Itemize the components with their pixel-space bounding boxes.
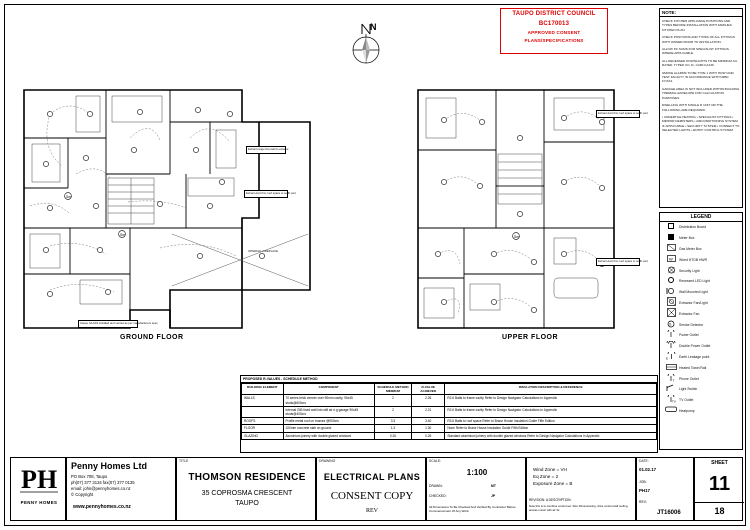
cell-element: GLAZING	[242, 432, 284, 439]
rev-note-text: Note this is to combine control set. Size Dimensioning, drive control wall roofing, access mesin with air 3c.	[529, 504, 629, 512]
legend-label: TV Outlet	[679, 398, 694, 403]
titleblock-scale-cell	[426, 457, 526, 521]
stamp-line-3: APPROVED CONSENT	[527, 30, 581, 35]
legend-item	[660, 298, 742, 309]
callout-extract-duct-upper-1: Extract duct thru roof space to soffit vent	[596, 110, 640, 118]
cell-component: Internal GIB lined wall into still air e.g garage 90x45 studs@400crs	[283, 406, 374, 417]
svg-text:H: H	[37, 465, 58, 494]
col-building-element: BUILDING ELEMENT	[242, 384, 284, 395]
note-paragraph: SMOKE ALARMS TO BE TYPE 1 WITH HUSH AND TEST FACILITY IN ACCORDANCE WITH NZBC F7/AS1.	[662, 70, 734, 84]
r-values-grid	[241, 376, 657, 440]
earth-leakage-icon	[663, 352, 679, 362]
callout-glass-install: Cause GLASS installed and vented as per manufacturers spec	[78, 320, 138, 328]
legend-label: Light Switch	[679, 387, 698, 392]
notes-panel	[659, 8, 743, 208]
legend-item	[660, 384, 742, 395]
table-row	[242, 432, 657, 439]
ground-floor-plan	[10, 78, 340, 348]
smoke-detector-icon	[663, 320, 679, 330]
meter-box-icon	[663, 234, 679, 242]
wired-hwc-icon	[663, 255, 679, 264]
note-paragraph: DWELLING WITH SINGLE R UNIT OR THE FOLLOWING ARE REQUIRED:	[662, 103, 723, 112]
project-address-line1: 35 COPROSMA CRESCENT	[201, 490, 293, 497]
svg-text:W: W	[668, 256, 673, 262]
heated-towel-rail-icon	[663, 363, 679, 373]
legend-item	[660, 233, 742, 244]
project-address-line2: TAUPO	[235, 500, 259, 507]
legend-label: Smoke Detector	[679, 322, 704, 327]
drawing-name: ELECTRICAL PLANS	[323, 472, 421, 482]
callout-extract-duct-upper-2: Extract duct thru roof space to soffit vent	[596, 258, 640, 266]
job-value: PH17	[639, 488, 650, 493]
logo-name: PENNY HOMES	[20, 500, 58, 505]
col-r-achieved: R-VALUE ACHIEVED	[412, 384, 445, 395]
cell-component: Profile metal roof on trusses @900crs	[283, 418, 374, 425]
legend-title: LEGEND	[660, 213, 742, 222]
notes-body	[660, 17, 742, 138]
rev-note-label: REVISION: A DESCRIPTION:	[529, 498, 572, 502]
legend-item	[660, 406, 742, 417]
cell-component: Aluminium joinery with double glazed windows	[283, 432, 374, 439]
legend-label: Wall Mounted Light	[679, 290, 708, 295]
company-address: PO Box 708, Taupo	[71, 474, 108, 479]
titleblock-company-cell	[66, 457, 176, 521]
col-schedule-min: SCHEDULE METHOD MINIMUM	[374, 384, 411, 395]
company-url[interactable]: www.pennyhomes.co.nz	[73, 504, 131, 510]
callout-extract-range: Extract range fins wall to exterior	[246, 146, 286, 154]
north-compass	[340, 20, 396, 76]
stamp-line-1: TAUPO DISTRICT COUNCIL	[512, 11, 596, 17]
legend-label: Heated Towel Rail	[679, 365, 707, 370]
svg-text:Sm: Sm	[514, 235, 520, 239]
legend-label: Security Light	[679, 268, 700, 273]
r-values-caption: PROPOSED R-VALUES - SCHEDULE METHOD	[241, 376, 657, 383]
project-name: THOMSON RESIDENCE	[188, 472, 306, 483]
table-row	[242, 418, 657, 425]
legend-label: Earth Leakage point	[679, 354, 710, 359]
double-power-outlet-icon	[663, 341, 679, 351]
job-label: JOB:	[639, 480, 647, 484]
note-paragraph: CHECK POSITIONS AND TYPES OF ALL FITTINGS WITH OWNER PRIOR TO INSTALLATION.	[662, 35, 735, 44]
cell-min: 0.26	[374, 432, 411, 439]
col-component: COMPONENT	[283, 384, 374, 395]
table-header-row	[242, 384, 657, 395]
legend-label: Meter Box	[679, 236, 695, 241]
table-row	[242, 406, 657, 417]
tv-outlet-icon	[663, 395, 679, 405]
cell-component: 100mm concrete slab on ground	[283, 425, 374, 432]
legend-item	[660, 254, 742, 265]
legend-item	[660, 222, 742, 233]
drawn-value: MT	[491, 484, 496, 488]
sheet-total: 18	[714, 506, 725, 516]
svg-text:E: E	[665, 356, 668, 360]
note-paragraph: GARAGE AREA IS NOT INCLUDED WITHIN BUILDING THERMAL ENVELOPE FOR CALCULATION PURPOSES.	[662, 86, 740, 100]
cell-achieved: 3.40	[412, 418, 445, 425]
drawing-label: DRAWING	[319, 459, 336, 463]
cell-desc: R2.6 Batts to frame cavity Refer to Design Navigator Calculations in Appendix	[445, 406, 657, 417]
date-label: DATE:	[639, 459, 649, 463]
checked-value: JP	[491, 494, 496, 498]
cell-desc: R3.6 Batts to roof space Refer to Branz House Insulation Guide Fifth Edition	[445, 418, 657, 425]
legend-label: Heatpump	[679, 408, 695, 413]
legend-item	[660, 287, 742, 298]
legend-item	[660, 265, 742, 276]
wall-mounted-light-icon	[663, 287, 679, 297]
company-name: Penny Homes Ltd	[71, 461, 148, 471]
legend-label: Distribution Board	[679, 225, 706, 230]
date-value: 01.02.17	[639, 467, 657, 472]
titleblock-zone-cell	[526, 457, 636, 521]
legend-label: Extractor Fan/Light	[679, 300, 708, 305]
legend-label: Double Power Outlet	[679, 344, 711, 349]
company-copyright: © Copyright	[71, 492, 94, 497]
compass-north-label: N	[370, 22, 377, 32]
titleblock-sheet-cell	[694, 457, 743, 521]
zone-exposure: Exposure Zone = B	[533, 481, 573, 486]
legend-item	[660, 341, 742, 352]
sheet-label: SHEET	[711, 460, 728, 466]
cell-min: 2	[374, 395, 411, 406]
svg-text:S: S	[669, 322, 672, 327]
cell-achieved: 2.26	[412, 395, 445, 406]
cell-desc: Standard aluminium joinery with double glazed windows Refer to Design Navigator Calculations in Appendix	[445, 432, 657, 439]
r-values-table	[240, 375, 658, 453]
legend-label: Phone Outlet	[679, 376, 699, 381]
company-email: email: john@pennyhomes.co.nz	[71, 486, 131, 491]
cell-achieved: 0.26	[412, 432, 445, 439]
legend-label: Gas Meter Box	[679, 246, 702, 251]
cell-element	[242, 406, 284, 417]
sheet-number: 11	[708, 473, 731, 495]
legend-label: Wired HTDB HWR	[679, 257, 708, 262]
notes-title: NOTE:	[660, 9, 742, 17]
checked-label: CHECKED:	[429, 494, 447, 498]
note-paragraph: • UNDERTILE HEATING • SPECIALIST FITTINGS • MIRROR DEMISTERS • AIRCONDITIONING SYSTEM IF APPLICABLE • SECURITY SYSTEM • CONNECT TO SELECTED LIGHTS • ENTRY CONTROL SYSTEM	[662, 114, 740, 133]
consent-copy-text: CONSENT COPY	[330, 490, 414, 502]
legend-item	[660, 319, 742, 330]
legend-label: Power Outlet	[679, 333, 699, 338]
cell-min: 1.3	[374, 425, 411, 432]
cell-element: ROOFS	[242, 418, 284, 425]
zone-eq: Eq Zone = 2	[533, 474, 559, 479]
col-insulation-desc: INSULATION DESCRIPTION & REFERENCE	[445, 384, 657, 395]
drawn-label: DRAWN:	[429, 484, 443, 488]
council-approval-stamp	[500, 8, 608, 54]
titleblock-drawing-cell	[316, 457, 426, 521]
extractor-fan-icon	[663, 308, 679, 319]
note-paragraph: ALLOW PC SUMS FOR SPECIALIST FITTINGS WHERE APPLICABLE.	[662, 47, 729, 56]
distribution-board-icon	[663, 223, 679, 231]
legend-item	[660, 330, 742, 341]
cell-achieved: 2.21	[412, 406, 445, 417]
rev-col-label: REV:	[639, 500, 647, 504]
title-label: TITLE	[179, 459, 189, 463]
cell-min: 3.3	[374, 418, 411, 425]
scale-label: SCALE:	[429, 459, 442, 463]
table-row	[242, 425, 657, 432]
svg-text:TV: TV	[672, 399, 676, 404]
light-switch-icon	[663, 384, 679, 394]
phone-outlet-icon	[663, 374, 679, 384]
stamp-line-2: BC170013	[538, 21, 570, 27]
legend-item	[660, 362, 742, 373]
titleblock-project-cell	[176, 457, 316, 521]
job-code: JT16006	[657, 510, 681, 516]
legend-item	[660, 244, 742, 255]
legend-item	[660, 352, 742, 363]
legend-label: Extractor Fan	[679, 311, 700, 316]
cell-desc: None Refer to Branz House Insulation Guide Fifth Edition	[445, 425, 657, 432]
titleblock-date-cell	[636, 457, 694, 521]
svg-text:Sm: Sm	[66, 195, 72, 199]
table-row	[242, 395, 657, 406]
upper-floor-plan	[404, 78, 652, 348]
legend-item	[660, 276, 742, 287]
security-light-icon	[663, 266, 679, 276]
callout-extract-duct-left: Extract duct thru roof space to soffit vent	[244, 190, 288, 198]
upper-floor-label: UPPER FLOOR	[502, 334, 559, 341]
legend-item	[660, 373, 742, 384]
recessed-led-light-icon	[663, 277, 679, 285]
company-phone: ph(07) 377 3134 fax(07) 377 0135	[71, 480, 135, 485]
svg-text:T: T	[672, 378, 675, 382]
legend-item	[660, 308, 742, 319]
extractor-fan-light-icon	[663, 297, 679, 308]
note-paragraph: ALL RECESSED DOWNLIGHTS TO BE MINIMUM CA RATED. TYPED IC1 IC, CA80 CA130.	[662, 58, 737, 68]
cell-element: FLOOR	[242, 425, 284, 432]
cell-desc: R2.6 Batts to frame cavity Refer to Design Navigator Calculations in Appendix	[445, 395, 657, 406]
svg-text:P: P	[21, 465, 37, 494]
zone-wind: Wind Zone = VH	[533, 467, 567, 472]
gas-meter-box-icon	[663, 244, 679, 253]
rev-label: REV	[366, 508, 378, 514]
ground-floor-label: GROUND FLOOR	[120, 334, 184, 341]
note-paragraph: CHECK KITCHEN APPLIANCE POSITIONS AND TYPES BEFORE INSTALLATION WITH FAMILIES KITCHEN PLAN.	[662, 19, 732, 32]
cell-achieved: 1.30	[412, 425, 445, 432]
scale-value: 1:100	[466, 468, 488, 477]
internal-fireplace-label: INTERNAL FIREPLACE	[248, 249, 279, 253]
cell-min: 2	[374, 406, 411, 417]
stamp-line-4: PLANS/SPECIFICATIONS	[524, 38, 584, 43]
cell-component: 70 series brick veneer over 90mm cavity, 90x45 studs@600crs	[283, 395, 374, 406]
legend-item	[660, 395, 742, 406]
titleblock-logo-cell	[10, 457, 66, 521]
legend-label: Recessed LED Light	[679, 279, 710, 284]
heatpump-icon	[663, 406, 679, 415]
cell-element: WALLS	[242, 395, 284, 406]
legend-panel	[659, 212, 743, 450]
svg-text:Sm: Sm	[120, 233, 126, 237]
power-outlet-icon	[663, 330, 679, 340]
disclaimer-text: All Dimensions To Be Checked And Verified By Contractor Before Commencement Of Any Work	[429, 505, 516, 513]
